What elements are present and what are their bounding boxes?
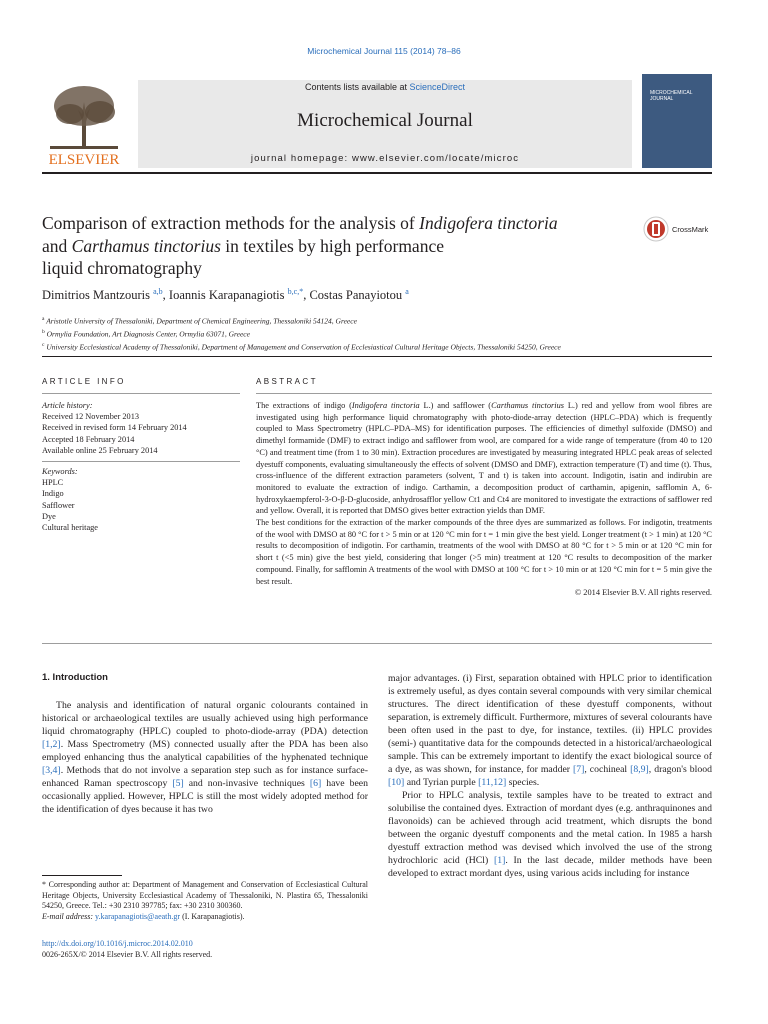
history-label: Article history: — [42, 401, 93, 410]
article-history — [42, 400, 240, 456]
body-text: , dragon's blood — [648, 764, 712, 775]
doi-block — [42, 939, 212, 960]
introduction-heading: 1. Introduction — [42, 672, 108, 683]
contents-prefix: Contents lists available at — [304, 82, 410, 92]
journal-cover-thumbnail[interactable] — [642, 74, 712, 168]
body-paragraph — [388, 672, 712, 789]
reference-link[interactable]: [6] — [309, 778, 322, 789]
author-affiliation-marker[interactable]: b,c,* — [287, 287, 304, 296]
body-column-left — [42, 699, 368, 816]
body-paragraph — [388, 789, 712, 880]
keyword: Safflower — [42, 500, 75, 510]
email-label: E-mail address: — [42, 911, 96, 921]
email-link[interactable]: y.karapanagiotis@aeath.gr — [95, 911, 181, 921]
sciencedirect-link[interactable]: ScienceDirect — [409, 82, 466, 92]
affiliation-text: Aristotle University of Thessaloniki, Department of Chemical Engineering, Thessaloniki 54124, Greece — [44, 316, 357, 326]
history-item: Received 12 November 2013 — [42, 412, 139, 422]
elsevier-logo — [42, 80, 126, 168]
history-item: Accepted 18 February 2014 — [42, 434, 135, 444]
affiliation-key: b — [42, 328, 45, 335]
body-text: , cochineal — [584, 764, 631, 775]
issn-line: 0026-265X/© 2014 Elsevier B.V. All rights reserved. — [42, 949, 213, 959]
body-text: have been occasionally applied. However, HPLC is still the most widely adopted method for the identification of dyes because it has two — [42, 778, 369, 815]
author-list: Dimitrios Mantzouris $^{a,b}$, Ioannis Karapanagiotis $^{b,c,*}$, Costas Panayiotou $^a$ — [42, 287, 409, 303]
keyword: Indigo — [42, 489, 64, 499]
keywords — [42, 466, 240, 533]
reference-link[interactable]: [5] — [172, 778, 184, 789]
keywords-label: Keywords: — [42, 467, 78, 476]
affiliation-key: c — [42, 341, 45, 348]
body-text: major advantages. (i) First, separation obtained with HPLC prior to identification is extremely useful, as dyes contain several compounds with very similar chemical structures. The direct identification of these dyestuff components, without separation, is extremely difficult. Furthermore, mixtures of several colourants have been often used in the past to dye, for instance, textiles. (ii) HPLC provides (semi-) quantitative data for the compounds detected in a historical/archaeological sample. This can be extremely important to identify the exact biological source of a dye, as was shown, for instance, for madder — [388, 673, 712, 775]
abstract-bottom-divider — [42, 643, 712, 644]
affiliation-item — [42, 327, 722, 340]
author-name: Costas Panayiotou — [309, 288, 403, 303]
affiliation-item — [42, 314, 722, 327]
crossmark-badge[interactable] — [642, 214, 718, 244]
elsevier-tree-icon — [42, 80, 126, 168]
article-title: Comparison of extraction methods for the analysis of Indigofera tinctoria and Carthamus tinctorius in textiles by high performance liquid chromatography — [42, 213, 558, 278]
body-text: and Tyrian purple — [404, 777, 479, 788]
masthead-divider — [42, 172, 712, 174]
reference-link[interactable]: [8,9] — [630, 764, 649, 775]
corresponding-author-footnote — [42, 880, 368, 922]
crossmark-icon — [642, 214, 718, 244]
history-item: Available online 25 February 2014 — [42, 445, 158, 455]
body-paragraph — [42, 699, 368, 816]
crossmark-label: CrossMark — [672, 225, 709, 234]
footnote-text: * Corresponding author at: Department of Management and Conservation of Ecclesiastical Cultural Heritage Objects, University Ecclesiastical Academy of Thessaloniki, N. Plastira 65, Thessaloniki 54250, Greece. Tel.: +30 2310 397785; fax: +30 2310 300360. — [42, 880, 368, 911]
affiliation-text: University Ecclesiastical Academy of Thessaloniki, Department of Management and Conservation of Ecclesiastical Cultural Heritage Objects, Thessaloniki 54250, Greece — [44, 342, 561, 352]
affiliation-item — [42, 340, 722, 353]
reference-link[interactable]: [1] — [493, 855, 506, 866]
affiliations — [42, 314, 722, 352]
email-suffix: (I. Karapanagiotis). — [180, 911, 245, 921]
keyword: Dye — [42, 511, 56, 521]
author-affiliation-marker[interactable]: a — [405, 287, 409, 296]
journal-name: Microchemical Journal — [297, 110, 473, 131]
body-text: . Methods that do not involve a separation step such as for instance surface-enhanced Raman spectroscopy — [42, 765, 368, 789]
author-name: Dimitrios Mantzouris — [42, 288, 150, 303]
reference-link[interactable]: [10] — [388, 777, 405, 788]
affiliation-divider — [42, 356, 712, 357]
abstract-body — [256, 400, 712, 599]
abstract-paragraph: The extractions of indigo (Indigofera tinctoria L.) and safflower (Carthamus tinctorius L.) red and yellow from wool fibres are investigated using high performance liquid chromatography with photo-diode-array detection (HPLC–PDA) which is frequently coupled to Mass Spectrometry (HPLC–PDA–MS) for identification purposes. The efficiencies of dimethyl sulfoxide (DMSO) and dimethyl formamide (DMF) to extract indigo and safflower from wool, are compared for a wide range of temperature (from 40 to 120 °C) and treatment time (from 1 to 30 min). Extraction procedures are investigated by measuring integrated HPLC peak areas of selected dyestuff components, evaluating simultaneously the effects of solvent (DMSO and DMF), extraction temperature (T) and time (t). Thus, cross-influence of the different extraction parameters (solvent, T and t) is taken into account. Indigotin, isatin and indirubin are monitored to evaluate the extraction of indigo. Carthamin, a decomposition product of carthamin, apigenin, safflomin A, 6-hydroxykaempferol-3-O-β-D-glucoside, anhydrosafflor yellow Ct1 and Ct4 are monitored to investigate the extractions of safflower red and yellow. Overall, it is reported that DMSO gives better extraction yields than DMF. — [256, 401, 712, 516]
doi-link[interactable]: http://dx.doi.org/10.1016/j.microc.2014.02.010 — [42, 939, 193, 948]
info-divider — [42, 393, 240, 394]
body-text: and non-invasive techniques — [183, 778, 310, 789]
journal-reference-link[interactable]: Microchemical Journal 115 (2014) 78–86 — [307, 46, 461, 56]
reference-link[interactable]: [3,4] — [42, 765, 61, 776]
body-text: . In the last decade, milder methods have been developed to extract mordant dyes, using various acids including for instance — [388, 855, 712, 879]
reference-link[interactable]: [11,12] — [478, 777, 507, 788]
affiliation-key: a — [42, 316, 45, 322]
keywords-divider — [42, 461, 240, 462]
abstract-heading: ABSTRACT — [256, 377, 318, 386]
keyword: Cultural heritage — [42, 523, 98, 533]
body-text: . Mass Spectrometry (MS) connected usually after the PDA has been also employed enhancing thus the analytical capabilities of the hyphenated technique — [42, 739, 368, 763]
body-text: Prior to HPLC analysis, textile samples have to be treated to extract and solubilise the contained dyes. Extraction of mordant dyes (e.g. anthraquinones and flavonoids) can be achieved through acid treatment, which disrupts the bond between the organic dyestuff components and the metal cation. In 1985 a harsh dyestuff extraction method was devised which involved the use of the strong hydrochloric acid (HCl) — [388, 790, 712, 866]
affiliation-text: Ormylia Foundation, Art Diagnosis Center, Ormylia 63071, Greece — [44, 329, 250, 339]
abstract-divider — [256, 393, 712, 394]
contents-line — [138, 82, 632, 92]
author-affiliation-marker[interactable]: a,b — [153, 287, 163, 296]
article-info-heading: ARTICLE INFO — [42, 377, 126, 386]
homepage-prefix: journal homepage: — [250, 153, 353, 164]
author-name: Ioannis Karapanagiotis — [168, 288, 285, 303]
body-text: species. — [506, 777, 540, 788]
body-text: The analysis and identification of natural organic colourants contained in historical or archaeological textiles are usually achieved using high performance liquid chromatography (HPLC) coupled to photo-diode-array (PDA) detection — [42, 700, 368, 737]
history-item: Received in revised form 14 February 2014 — [42, 423, 187, 433]
abstract-paragraph: The best conditions for the extraction of the marker compounds of the three dyes are summarized as follows. For indigotin, treatments of the wool with DMSO at 80 °C for t > 5 min or at 120 °C min for t = 1 min give the best yield. Longer treatment (t > 1 min) at 120 °C results to decomposition of indigotin. For carthamin, treatments of the wool with DMSO at 80 °C for t > 5 min or at 120 °C min for short t (<5 min) give the best yield, considering that longer (>5 min) treatment at 120 °C results to decomposition of the marker compound. Finally, for safflomin A treatments of the wool with DMSO at 100 °C for t > 10 min or at 120 °C min for t = 5 min give the best result. — [256, 518, 712, 586]
cover-title: MICROCHEMICAL JOURNAL — [650, 90, 693, 103]
homepage-url-link[interactable]: www.elsevier.com/locate/microc — [352, 153, 520, 164]
body-column-right — [388, 672, 712, 880]
reference-link[interactable]: [1,2] — [42, 739, 61, 750]
reference-link[interactable]: [7] — [573, 764, 585, 775]
keyword: HPLC — [42, 478, 64, 488]
abstract-copyright: © 2014 Elsevier B.V. All rights reserved. — [574, 588, 712, 598]
footnote-divider — [42, 875, 122, 876]
publisher-name: ELSEVIER — [48, 152, 120, 168]
homepage-line — [138, 153, 632, 164]
